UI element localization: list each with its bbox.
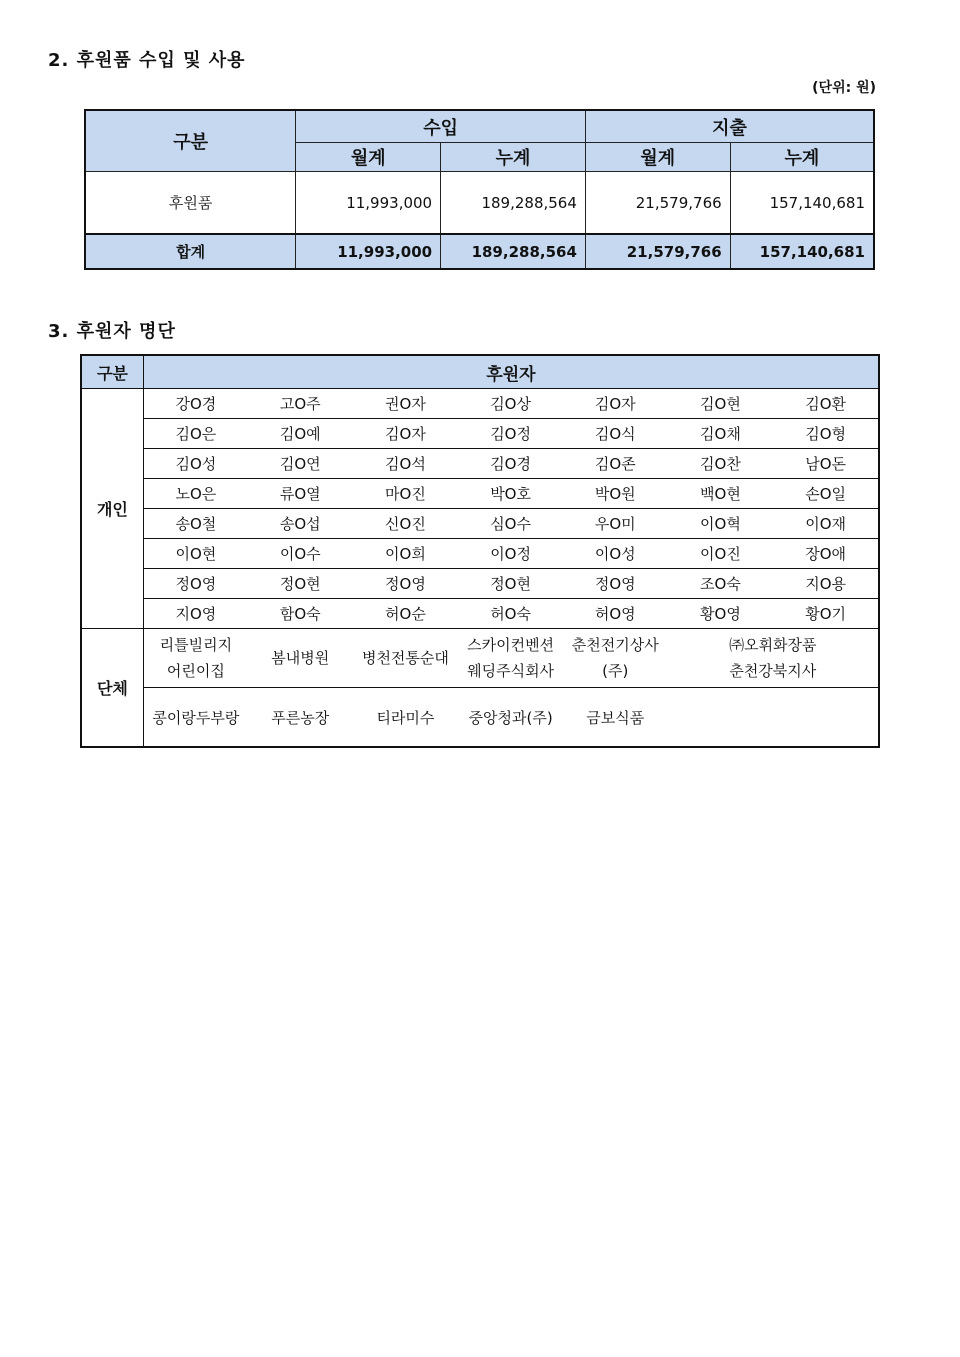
- donor-name: 우O미: [563, 509, 668, 539]
- group-donor-name: [668, 688, 879, 748]
- group-donor-line2: 춘천강북지사: [729, 662, 817, 680]
- donor-header-category: 구분: [81, 355, 143, 389]
- unit-label: (단위: 원): [812, 80, 876, 96]
- donor-name: 이O정: [458, 539, 563, 569]
- donor-name: 박O원: [563, 479, 668, 509]
- donor-name: 김O환: [773, 389, 879, 419]
- donor-name: 김O정: [458, 419, 563, 449]
- header-income-monthly: 월계: [296, 143, 441, 172]
- donor-name: 황O영: [668, 599, 774, 629]
- section-3-title: 3. 후원자 명단: [48, 321, 176, 342]
- header-expense: 지출: [585, 110, 874, 143]
- donor-name: 장O애: [773, 539, 879, 569]
- donor-name: 강O경: [143, 389, 248, 419]
- donor-name: 정O영: [143, 569, 248, 599]
- total-expense-cumulative: 157,140,681: [730, 234, 874, 269]
- header-income: 수입: [296, 110, 586, 143]
- donor-name: 김O현: [668, 389, 774, 419]
- group-donor-name: [248, 629, 353, 688]
- table-row: [85, 172, 874, 235]
- group-donor-line1: 리틀빌리지: [159, 636, 233, 654]
- group-row: [81, 688, 879, 748]
- group-donor-line1: 병천전통순대: [361, 649, 449, 667]
- total-row: [85, 234, 874, 269]
- header-expense-monthly: 월계: [585, 143, 730, 172]
- donor-name: 손O일: [773, 479, 879, 509]
- donor-name: 함O숙: [248, 599, 353, 629]
- donor-name: 정O영: [563, 569, 668, 599]
- donor-name: 김O성: [143, 449, 248, 479]
- donor-name: 류O열: [248, 479, 353, 509]
- header-income-cumulative: 누계: [441, 143, 586, 172]
- donor-name: 김O예: [248, 419, 353, 449]
- group-donor-line2: 웨딩주식회사: [467, 662, 555, 680]
- donor-row: [81, 389, 879, 419]
- donor-name: 김O상: [458, 389, 563, 419]
- row-label: 후원품: [85, 172, 296, 235]
- donor-name: 지O영: [143, 599, 248, 629]
- donor-name: 허O숙: [458, 599, 563, 629]
- donor-name: 심O수: [458, 509, 563, 539]
- donor-name: 허O순: [353, 599, 459, 629]
- donor-row: [81, 509, 879, 539]
- group-category: 단체: [81, 629, 143, 748]
- donor-name: 송O섭: [248, 509, 353, 539]
- donor-name: 신O진: [353, 509, 459, 539]
- group-donor-name: [563, 629, 668, 688]
- expense-cumulative-value: 157,140,681: [730, 172, 874, 235]
- donor-name: 김O자: [353, 419, 459, 449]
- donor-name: 김O존: [563, 449, 668, 479]
- total-income-cumulative: 189,288,564: [441, 234, 586, 269]
- donor-name: 권O자: [353, 389, 459, 419]
- donor-name: 김O채: [668, 419, 774, 449]
- group-donor-name: 콩이랑두부랑: [152, 708, 240, 727]
- donor-row: [81, 449, 879, 479]
- donor-row: [81, 539, 879, 569]
- donor-row: [81, 599, 879, 629]
- donor-name: 고O주: [248, 389, 353, 419]
- donor-name: 조O숙: [668, 569, 774, 599]
- donor-name: 이O재: [773, 509, 879, 539]
- group-donor-line1: ㈜오휘화장품: [729, 636, 817, 654]
- group-donor-line2: 어린이집: [166, 662, 225, 680]
- section-2-title: 2. 후원품 수입 및 사용: [48, 50, 246, 71]
- expense-monthly-value: 21,579,766: [585, 172, 730, 235]
- donor-name: 정O현: [248, 569, 353, 599]
- donor-row: [81, 569, 879, 599]
- donor-name: 이O수: [248, 539, 353, 569]
- donor-header-donors: 후원자: [143, 355, 879, 389]
- donor-name: 김O형: [773, 419, 879, 449]
- group-donor-name: [353, 629, 459, 688]
- donor-name: 김O경: [458, 449, 563, 479]
- donor-name: 정O영: [353, 569, 459, 599]
- donor-name: 김O식: [563, 419, 668, 449]
- header-category: 구분: [85, 110, 296, 172]
- income-monthly-value: 11,993,000: [296, 172, 441, 235]
- donor-name: 백O현: [668, 479, 774, 509]
- donor-name: 김O석: [353, 449, 459, 479]
- individual-category: 개인: [81, 389, 143, 629]
- donor-name: 박O호: [458, 479, 563, 509]
- donor-name: 이O진: [668, 539, 774, 569]
- group-donor-line1: 봄내병원: [271, 649, 330, 667]
- header-expense-cumulative: 누계: [730, 143, 874, 172]
- income-cumulative-value: 189,288,564: [441, 172, 586, 235]
- donor-name: 이O혁: [668, 509, 774, 539]
- income-usage-table: [84, 109, 875, 270]
- donor-name: 김O찬: [668, 449, 774, 479]
- group-donor-name: [668, 629, 879, 688]
- total-label: 합계: [85, 234, 296, 269]
- donor-list-table: [80, 354, 880, 748]
- donor-name: 김O은: [143, 419, 248, 449]
- donor-name: 김O연: [248, 449, 353, 479]
- donor-name: 이O성: [563, 539, 668, 569]
- donor-name: 이O현: [143, 539, 248, 569]
- group-donor-name: [458, 629, 563, 688]
- donor-name: 노O은: [143, 479, 248, 509]
- group-donor-line1: 스카이컨벤션: [467, 636, 555, 654]
- donor-name: 마O진: [353, 479, 459, 509]
- donor-name: 황O기: [773, 599, 879, 629]
- donor-name: 이O희: [353, 539, 459, 569]
- group-donor-name: 푸른농장: [271, 708, 330, 727]
- donor-row: [81, 419, 879, 449]
- donor-name: 송O철: [143, 509, 248, 539]
- group-donor-name: 중앙청과(주): [468, 708, 553, 727]
- total-expense-monthly: 21,579,766: [585, 234, 730, 269]
- donor-row: [81, 479, 879, 509]
- group-donor-line1: 춘천전기상사(주): [571, 636, 659, 680]
- group-donor-name: 티라미수: [376, 708, 435, 727]
- donor-name: 지O용: [773, 569, 879, 599]
- donor-name: 남O돈: [773, 449, 879, 479]
- group-row: [81, 629, 879, 688]
- total-income-monthly: 11,993,000: [296, 234, 441, 269]
- group-donor-name: 금보식품: [586, 708, 645, 727]
- group-donor-name: [143, 629, 248, 688]
- donor-name: 정O현: [458, 569, 563, 599]
- donor-name: 허O영: [563, 599, 668, 629]
- donor-name: 김O자: [563, 389, 668, 419]
